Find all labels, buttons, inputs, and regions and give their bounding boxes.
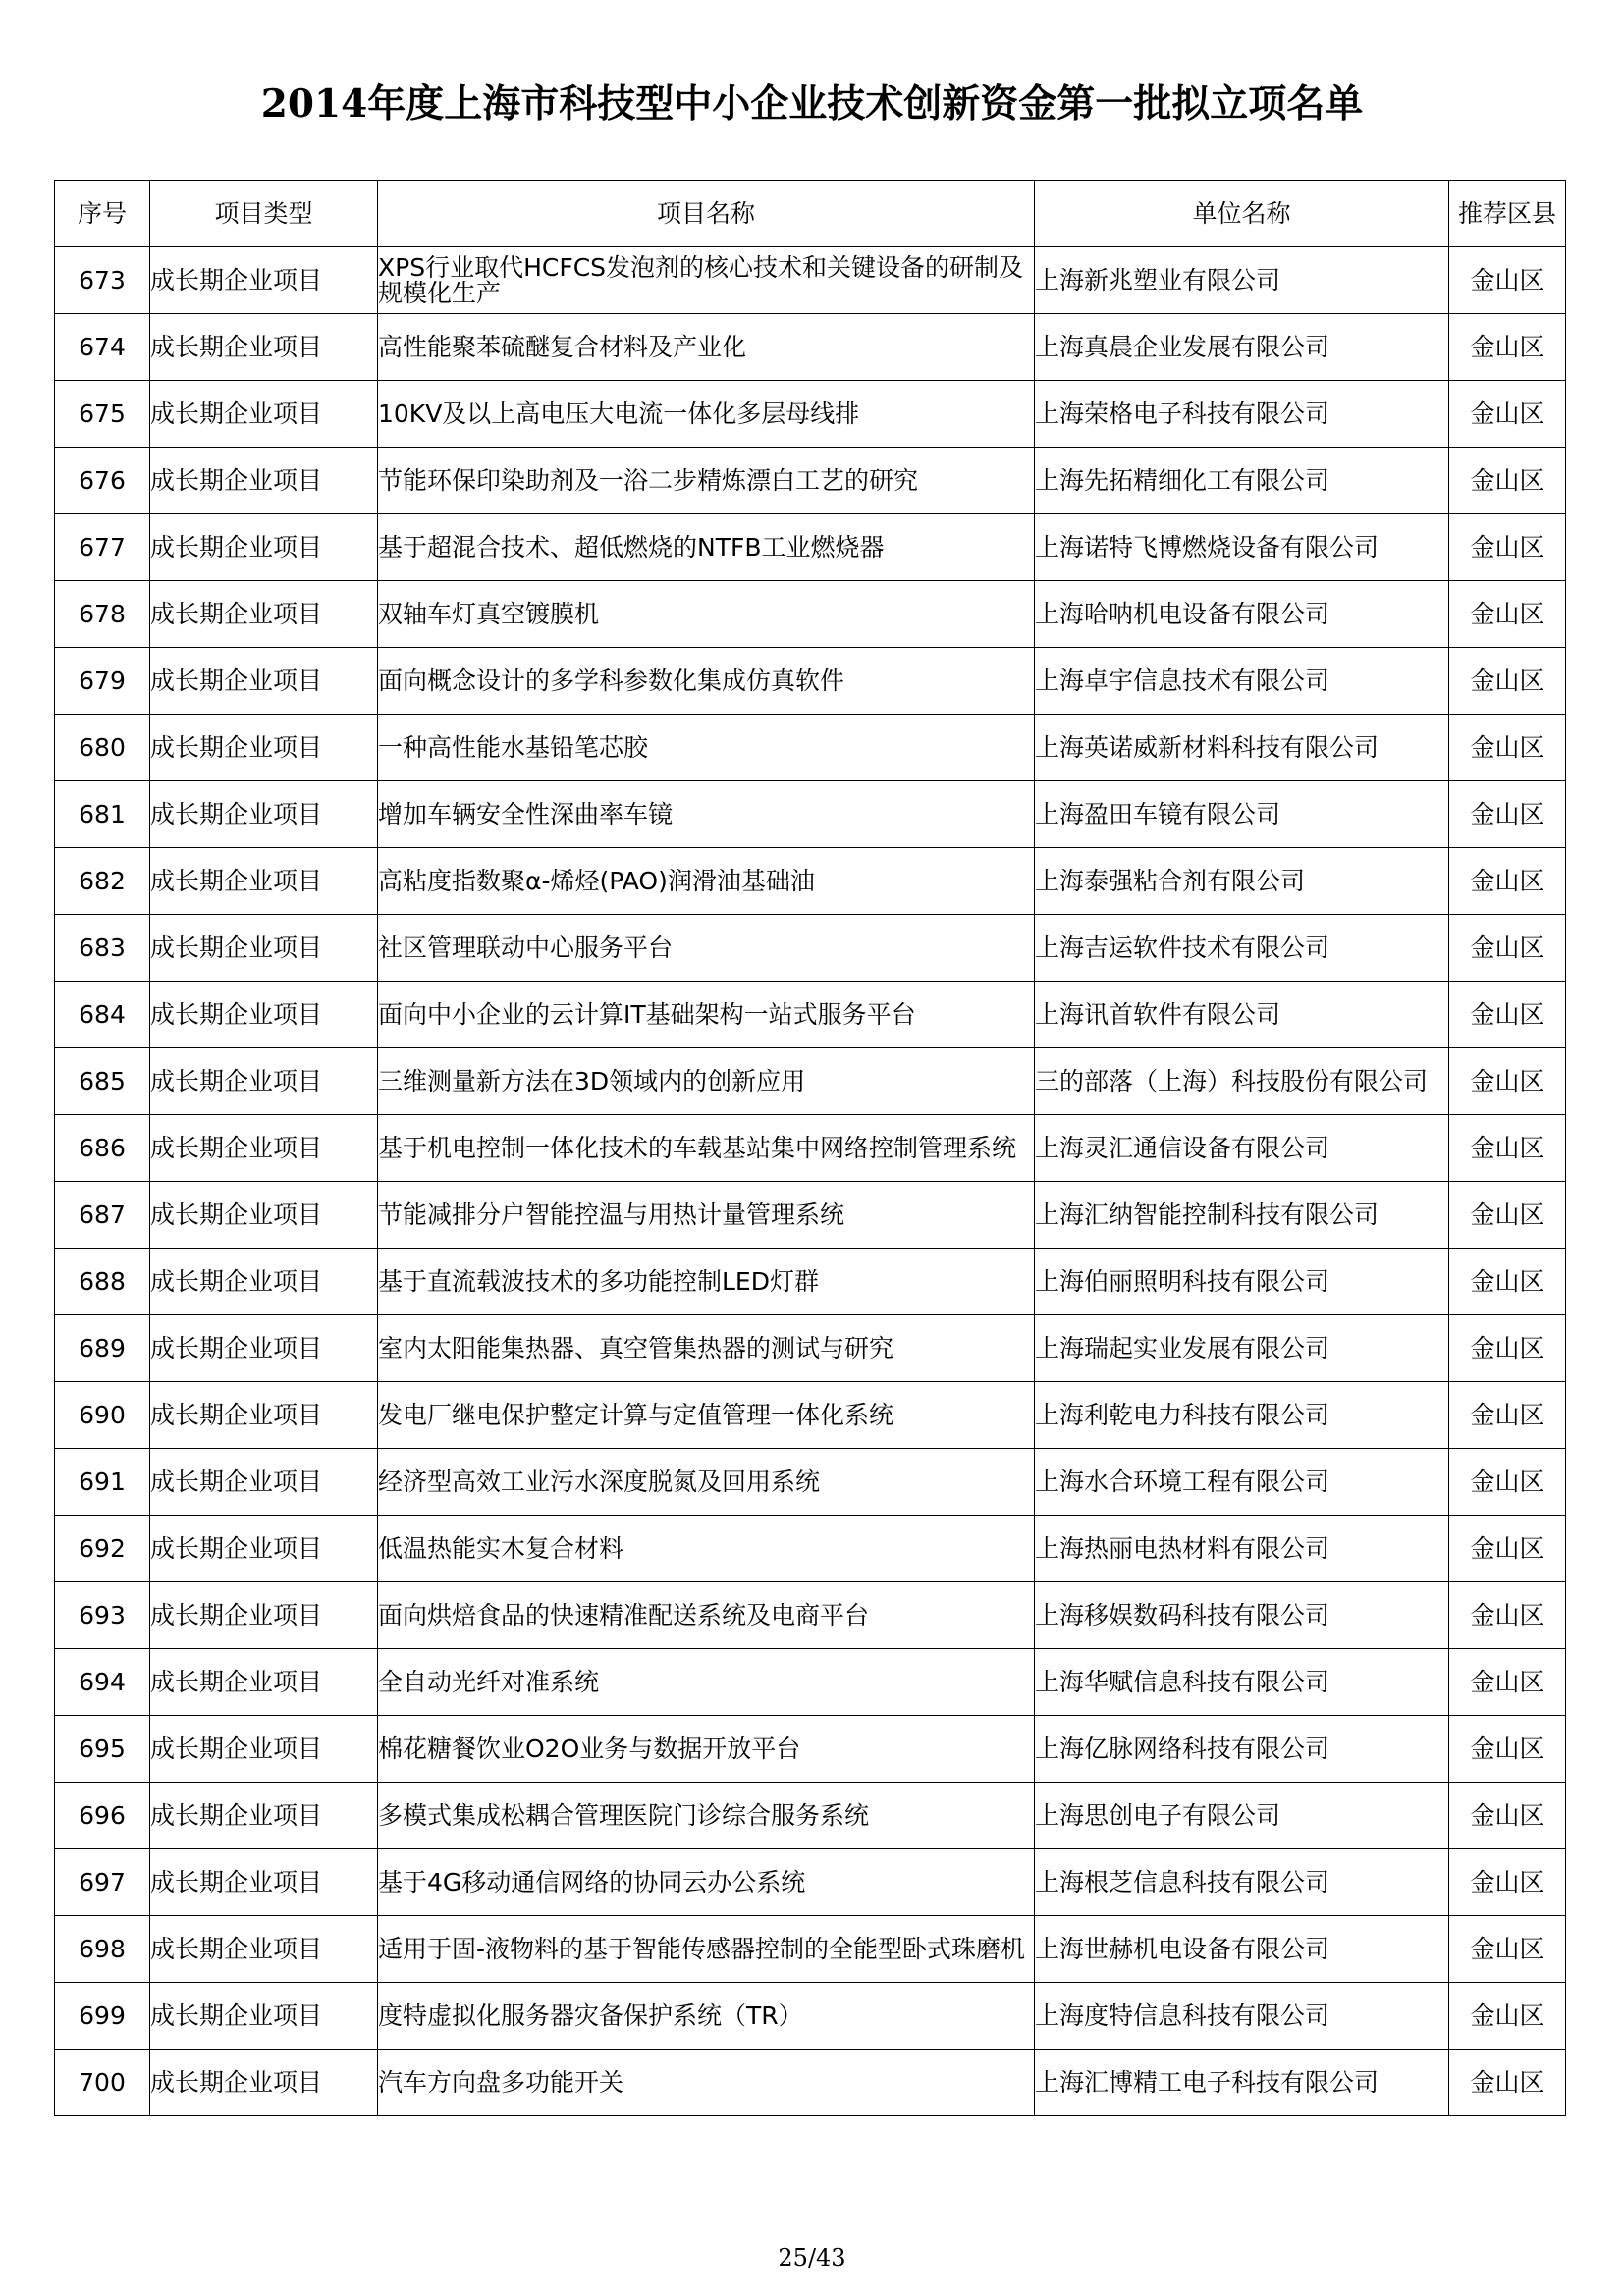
cell-district: 金山区 xyxy=(1449,1048,1566,1115)
cell-district: 金山区 xyxy=(1449,1582,1566,1649)
cell-district: 金山区 xyxy=(1449,781,1566,848)
cell-project-type: 成长期企业项目 xyxy=(150,1449,378,1516)
cell-no: 694 xyxy=(55,1649,150,1716)
cell-project-type: 成长期企业项目 xyxy=(150,581,378,648)
cell-project-type: 成长期企业项目 xyxy=(150,1916,378,1983)
cell-no: 678 xyxy=(55,581,150,648)
cell-no: 686 xyxy=(55,1115,150,1182)
cell-project-name: 室内太阳能集热器、真空管集热器的测试与研究 xyxy=(378,1315,1035,1382)
cell-unit-name: 上海真晨企业发展有限公司 xyxy=(1035,314,1449,381)
cell-district: 金山区 xyxy=(1449,314,1566,381)
cell-project-name: 经济型高效工业污水深度脱氮及回用系统 xyxy=(378,1449,1035,1516)
table-row xyxy=(55,514,1566,581)
cell-no: 696 xyxy=(55,1783,150,1849)
cell-no: 692 xyxy=(55,1516,150,1582)
cell-unit-name: 上海荣格电子科技有限公司 xyxy=(1035,381,1449,448)
cell-project-type: 成长期企业项目 xyxy=(150,1849,378,1916)
cell-unit-name: 上海诺特飞博燃烧设备有限公司 xyxy=(1035,514,1449,581)
table-row xyxy=(55,915,1566,982)
cell-district: 金山区 xyxy=(1449,381,1566,448)
cell-district: 金山区 xyxy=(1449,1315,1566,1382)
cell-no: 685 xyxy=(55,1048,150,1115)
cell-project-name: 一种高性能水基铅笔芯胶 xyxy=(378,715,1035,781)
cell-project-type: 成长期企业项目 xyxy=(150,1048,378,1115)
table-row xyxy=(55,1716,1566,1783)
cell-project-name: 增加车辆安全性深曲率车镜 xyxy=(378,781,1035,848)
cell-project-name: 适用于固-液物料的基于智能传感器控制的全能型卧式珠磨机 xyxy=(378,1916,1035,1983)
table-row xyxy=(55,581,1566,648)
table-row xyxy=(55,381,1566,448)
cell-unit-name: 上海热丽电热材料有限公司 xyxy=(1035,1516,1449,1582)
cell-district: 金山区 xyxy=(1449,1983,1566,2050)
table-row xyxy=(55,1315,1566,1382)
table-row xyxy=(55,314,1566,381)
cell-no: 683 xyxy=(55,915,150,982)
cell-no: 680 xyxy=(55,715,150,781)
cell-district: 金山区 xyxy=(1449,1449,1566,1516)
cell-district: 金山区 xyxy=(1449,715,1566,781)
cell-unit-name: 上海伯丽照明科技有限公司 xyxy=(1035,1249,1449,1315)
cell-project-type: 成长期企业项目 xyxy=(150,314,378,381)
cell-project-type: 成长期企业项目 xyxy=(150,781,378,848)
cell-project-name: 面向概念设计的多学科参数化集成仿真软件 xyxy=(378,648,1035,715)
table-row xyxy=(55,1649,1566,1716)
cell-no: 691 xyxy=(55,1449,150,1516)
table-row xyxy=(55,982,1566,1048)
cell-unit-name: 上海盈田车镜有限公司 xyxy=(1035,781,1449,848)
cell-project-name: 社区管理联动中心服务平台 xyxy=(378,915,1035,982)
cell-project-name: 三维测量新方法在3D领域内的创新应用 xyxy=(378,1048,1035,1115)
cell-project-type: 成长期企业项目 xyxy=(150,1315,378,1382)
table-row xyxy=(55,2050,1566,2116)
cell-project-type: 成长期企业项目 xyxy=(150,1649,378,1716)
cell-unit-name: 上海汇纳智能控制科技有限公司 xyxy=(1035,1182,1449,1249)
cell-unit-name: 上海度特信息科技有限公司 xyxy=(1035,1983,1449,2050)
cell-no: 675 xyxy=(55,381,150,448)
cell-district: 金山区 xyxy=(1449,848,1566,915)
column-header-no: 序号 xyxy=(55,181,150,247)
cell-project-name: 基于超混合技术、超低燃烧的NTFB工业燃烧器 xyxy=(378,514,1035,581)
cell-project-type: 成长期企业项目 xyxy=(150,1182,378,1249)
cell-project-name: 节能减排分户智能控温与用热计量管理系统 xyxy=(378,1182,1035,1249)
cell-district: 金山区 xyxy=(1449,1649,1566,1716)
cell-no: 674 xyxy=(55,314,150,381)
cell-project-name: 汽车方向盘多功能开关 xyxy=(378,2050,1035,2116)
table-row xyxy=(55,1449,1566,1516)
cell-project-name: 高性能聚苯硫醚复合材料及产业化 xyxy=(378,314,1035,381)
column-header-name: 项目名称 xyxy=(378,181,1035,247)
table-body xyxy=(55,247,1566,2116)
cell-project-name: 度特虚拟化服务器灾备保护系统（TR） xyxy=(378,1983,1035,2050)
cell-unit-name: 上海卓宇信息技术有限公司 xyxy=(1035,648,1449,715)
table-row xyxy=(55,448,1566,514)
cell-unit-name: 上海英诺威新材料科技有限公司 xyxy=(1035,715,1449,781)
cell-unit-name: 上海汇博精工电子科技有限公司 xyxy=(1035,2050,1449,2116)
cell-project-name: 基于4G移动通信网络的协同云办公系统 xyxy=(378,1849,1035,1916)
cell-project-type: 成长期企业项目 xyxy=(150,448,378,514)
cell-no: 688 xyxy=(55,1249,150,1315)
cell-project-name: XPS行业取代HCFCS发泡剂的核心技术和关键设备的研制及规模化生产 xyxy=(378,247,1035,314)
table-row xyxy=(55,1249,1566,1315)
project-table xyxy=(54,180,1566,2116)
cell-project-type: 成长期企业项目 xyxy=(150,915,378,982)
cell-no: 695 xyxy=(55,1716,150,1783)
cell-district: 金山区 xyxy=(1449,247,1566,314)
table-row xyxy=(55,715,1566,781)
cell-unit-name: 上海新兆塑业有限公司 xyxy=(1035,247,1449,314)
cell-no: 682 xyxy=(55,848,150,915)
table-row xyxy=(55,1516,1566,1582)
cell-unit-name: 上海讯首软件有限公司 xyxy=(1035,982,1449,1048)
cell-district: 金山区 xyxy=(1449,1249,1566,1315)
cell-unit-name: 上海移娱数码科技有限公司 xyxy=(1035,1582,1449,1649)
cell-project-name: 基于直流载波技术的多功能控制LED灯群 xyxy=(378,1249,1035,1315)
table-row xyxy=(55,781,1566,848)
cell-project-type: 成长期企业项目 xyxy=(150,1582,378,1649)
cell-district: 金山区 xyxy=(1449,915,1566,982)
table-row xyxy=(55,1048,1566,1115)
table-row xyxy=(55,1916,1566,1983)
cell-project-type: 成长期企业项目 xyxy=(150,848,378,915)
cell-district: 金山区 xyxy=(1449,982,1566,1048)
cell-project-name: 低温热能实木复合材料 xyxy=(378,1516,1035,1582)
cell-project-type: 成长期企业项目 xyxy=(150,1115,378,1182)
table-row xyxy=(55,1783,1566,1849)
table-row xyxy=(55,1382,1566,1449)
cell-district: 金山区 xyxy=(1449,1716,1566,1783)
cell-project-type: 成长期企业项目 xyxy=(150,1516,378,1582)
cell-district: 金山区 xyxy=(1449,1382,1566,1449)
cell-project-name: 棉花糖餐饮业O2O业务与数据开放平台 xyxy=(378,1716,1035,1783)
cell-project-name: 基于机电控制一体化技术的车载基站集中网络控制管理系统 xyxy=(378,1115,1035,1182)
cell-district: 金山区 xyxy=(1449,1783,1566,1849)
table-header xyxy=(55,181,1566,247)
cell-unit-name: 上海哈呐机电设备有限公司 xyxy=(1035,581,1449,648)
cell-project-type: 成长期企业项目 xyxy=(150,715,378,781)
cell-district: 金山区 xyxy=(1449,1182,1566,1249)
cell-project-type: 成长期企业项目 xyxy=(150,982,378,1048)
cell-project-name: 全自动光纤对准系统 xyxy=(378,1649,1035,1716)
cell-no: 693 xyxy=(55,1582,150,1649)
cell-no: 687 xyxy=(55,1182,150,1249)
cell-unit-name: 上海水合环境工程有限公司 xyxy=(1035,1449,1449,1516)
cell-project-name: 高粘度指数聚α-烯烃(PAO)润滑油基础油 xyxy=(378,848,1035,915)
cell-no: 700 xyxy=(55,2050,150,2116)
column-header-unit: 单位名称 xyxy=(1035,181,1449,247)
cell-unit-name: 上海华赋信息科技有限公司 xyxy=(1035,1649,1449,1716)
cell-district: 金山区 xyxy=(1449,1849,1566,1916)
cell-project-type: 成长期企业项目 xyxy=(150,514,378,581)
cell-unit-name: 上海亿脉网络科技有限公司 xyxy=(1035,1716,1449,1783)
cell-unit-name: 上海泰强粘合剂有限公司 xyxy=(1035,848,1449,915)
cell-no: 698 xyxy=(55,1916,150,1983)
cell-project-type: 成长期企业项目 xyxy=(150,2050,378,2116)
cell-district: 金山区 xyxy=(1449,2050,1566,2116)
cell-project-name: 多模式集成松耦合管理医院门诊综合服务系统 xyxy=(378,1783,1035,1849)
cell-unit-name: 上海吉运软件技术有限公司 xyxy=(1035,915,1449,982)
cell-unit-name: 上海利乾电力科技有限公司 xyxy=(1035,1382,1449,1449)
table-row xyxy=(55,1182,1566,1249)
cell-project-name: 双轴车灯真空镀膜机 xyxy=(378,581,1035,648)
cell-district: 金山区 xyxy=(1449,648,1566,715)
cell-project-name: 节能环保印染助剂及一浴二步精炼漂白工艺的研究 xyxy=(378,448,1035,514)
cell-unit-name: 上海灵汇通信设备有限公司 xyxy=(1035,1115,1449,1182)
cell-project-type: 成长期企业项目 xyxy=(150,648,378,715)
document-title: 2014年度上海市科技型中小企业技术创新资金第一批拟立项名单 xyxy=(260,81,1364,127)
cell-unit-name: 三的部落（上海）科技股份有限公司 xyxy=(1035,1048,1449,1115)
table-row xyxy=(55,247,1566,314)
table-row xyxy=(55,648,1566,715)
column-header-type: 项目类型 xyxy=(150,181,378,247)
table-row xyxy=(55,1983,1566,2050)
cell-project-type: 成长期企业项目 xyxy=(150,1983,378,2050)
cell-district: 金山区 xyxy=(1449,581,1566,648)
cell-unit-name: 上海先拓精细化工有限公司 xyxy=(1035,448,1449,514)
table-row xyxy=(55,1849,1566,1916)
cell-district: 金山区 xyxy=(1449,1516,1566,1582)
cell-no: 699 xyxy=(55,1983,150,2050)
cell-project-name: 面向中小企业的云计算IT基础架构一站式服务平台 xyxy=(378,982,1035,1048)
cell-project-type: 成长期企业项目 xyxy=(150,1783,378,1849)
cell-no: 677 xyxy=(55,514,150,581)
cell-project-type: 成长期企业项目 xyxy=(150,247,378,314)
cell-no: 690 xyxy=(55,1382,150,1449)
cell-district: 金山区 xyxy=(1449,1916,1566,1983)
cell-project-name: 发电厂继电保护整定计算与定值管理一体化系统 xyxy=(378,1382,1035,1449)
header-row xyxy=(55,181,1566,247)
cell-unit-name: 上海根芝信息科技有限公司 xyxy=(1035,1849,1449,1916)
cell-district: 金山区 xyxy=(1449,514,1566,581)
column-header-district: 推荐区县 xyxy=(1449,181,1566,247)
cell-project-name: 面向烘焙食品的快速精准配送系统及电商平台 xyxy=(378,1582,1035,1649)
cell-project-name: 10KV及以上高电压大电流一体化多层母线排 xyxy=(378,381,1035,448)
table-row xyxy=(55,1115,1566,1182)
cell-no: 673 xyxy=(55,247,150,314)
cell-no: 679 xyxy=(55,648,150,715)
cell-no: 697 xyxy=(55,1849,150,1916)
cell-unit-name: 上海瑞起实业发展有限公司 xyxy=(1035,1315,1449,1382)
cell-no: 676 xyxy=(55,448,150,514)
cell-district: 金山区 xyxy=(1449,448,1566,514)
cell-project-type: 成长期企业项目 xyxy=(150,1382,378,1449)
table-row xyxy=(55,848,1566,915)
cell-district: 金山区 xyxy=(1449,1115,1566,1182)
cell-project-type: 成长期企业项目 xyxy=(150,381,378,448)
cell-no: 689 xyxy=(55,1315,150,1382)
cell-project-type: 成长期企业项目 xyxy=(150,1249,378,1315)
cell-no: 681 xyxy=(55,781,150,848)
page-number: 25/43 xyxy=(778,2244,846,2271)
cell-unit-name: 上海世赫机电设备有限公司 xyxy=(1035,1916,1449,1983)
cell-no: 684 xyxy=(55,982,150,1048)
cell-project-type: 成长期企业项目 xyxy=(150,1716,378,1783)
table-row xyxy=(55,1582,1566,1649)
cell-unit-name: 上海思创电子有限公司 xyxy=(1035,1783,1449,1849)
